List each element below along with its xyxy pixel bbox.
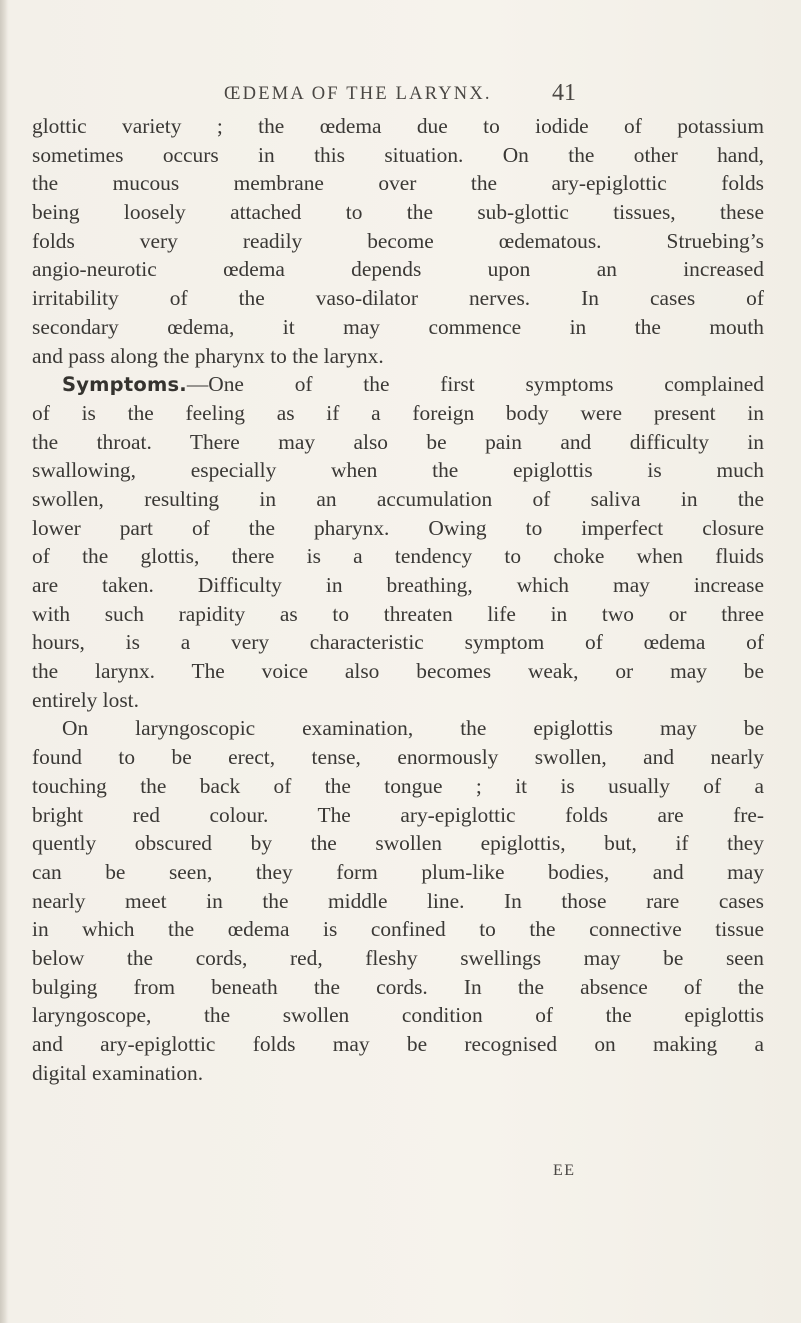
text-line: quently obscured by the swollen epiglottis, but, if they [32,831,764,856]
paragraph-causes [32,112,764,370]
text-line: the throat. There may also be pain and difficulty in [32,429,764,454]
text-line: nearly meet in the middle line. In those rare cases [32,888,764,913]
text-line: laryngoscope, the swollen condition of the epiglottis [32,1003,764,1028]
page-number: 41 [552,80,576,106]
text-line: lower part of the pharynx. Owing to imperfect closure [32,515,764,540]
text-line: bright red colour. The ary-epiglottic folds are fre- [32,802,764,827]
text-line: found to be erect, tense, enormously swollen, and nearly [32,745,764,770]
text-line: and ary-epiglottic folds may be recognised on making a [32,1032,764,1056]
running-title: ŒDEMA OF THE LARYNX. [224,84,492,104]
text-line: and pass along the pharynx to the larynx. [32,343,384,368]
text-line: irritability of the vaso-dilator nerves. In cases of [32,286,764,311]
text-line: are taken. Difficulty in breathing, which may increase [32,573,764,597]
paragraph-symptoms [32,370,764,714]
text-line: can be seen, they form plum-like bodies, and may [32,859,764,884]
body-text [32,112,764,1087]
text-line: touching the back of the tongue ; it is usually of a [32,773,764,798]
page-gutter-shadow [0,0,8,1323]
text-line: digital examination. [32,1060,204,1085]
text-line: with such rapidity as to threaten life in two or three [32,601,764,626]
text-line: swollen, resulting in an accumulation of saliva in the [32,486,764,511]
text-line: hours, is a very characteristic symptom of œdema of [32,630,764,655]
text-line: the larynx. The voice also becomes weak, or may be [32,659,764,684]
text-line: sometimes occurs in this situation. On the other hand, [32,142,764,167]
text-line: the mucous membrane over the ary-epiglottic folds [32,171,764,196]
section-heading-symptoms: Symptoms. [62,373,187,397]
text-line: bulging from beneath the cords. In the absence of the [32,974,764,999]
text-line: folds very readily become œdematous. Struebing’s [32,228,764,253]
signature-mark: EE [553,1162,576,1179]
text-line: of the glottis, there is a tendency to choke when fluids [32,544,764,569]
text-line: below the cords, red, fleshy swellings may be seen [32,945,764,970]
running-head [0,80,801,110]
text-line: swallowing, especially when the epiglottis is much [32,458,764,483]
text-line: angio-neurotic œdema depends upon an increased [32,257,764,282]
text-line: secondary œdema, it may commence in the mouth [32,314,764,339]
text-line: of is the feeling as if a foreign body were present in [32,400,764,425]
symptoms-first-line [32,370,764,399]
text-line: entirely lost. [32,687,139,712]
text-line: in which the œdema is confined to the connective tissue [32,917,764,942]
text-line: being loosely attached to the sub-glottic tissues, these [32,200,764,225]
text-line: On laryngoscopic examination, the epiglottis may be [62,716,764,741]
text-line: glottic variety ; the œdema due to iodide of potassium [32,114,764,138]
paragraph-examination [32,714,764,1087]
symptoms-first-line-text: —One of the first symptoms complained [186,372,764,397]
